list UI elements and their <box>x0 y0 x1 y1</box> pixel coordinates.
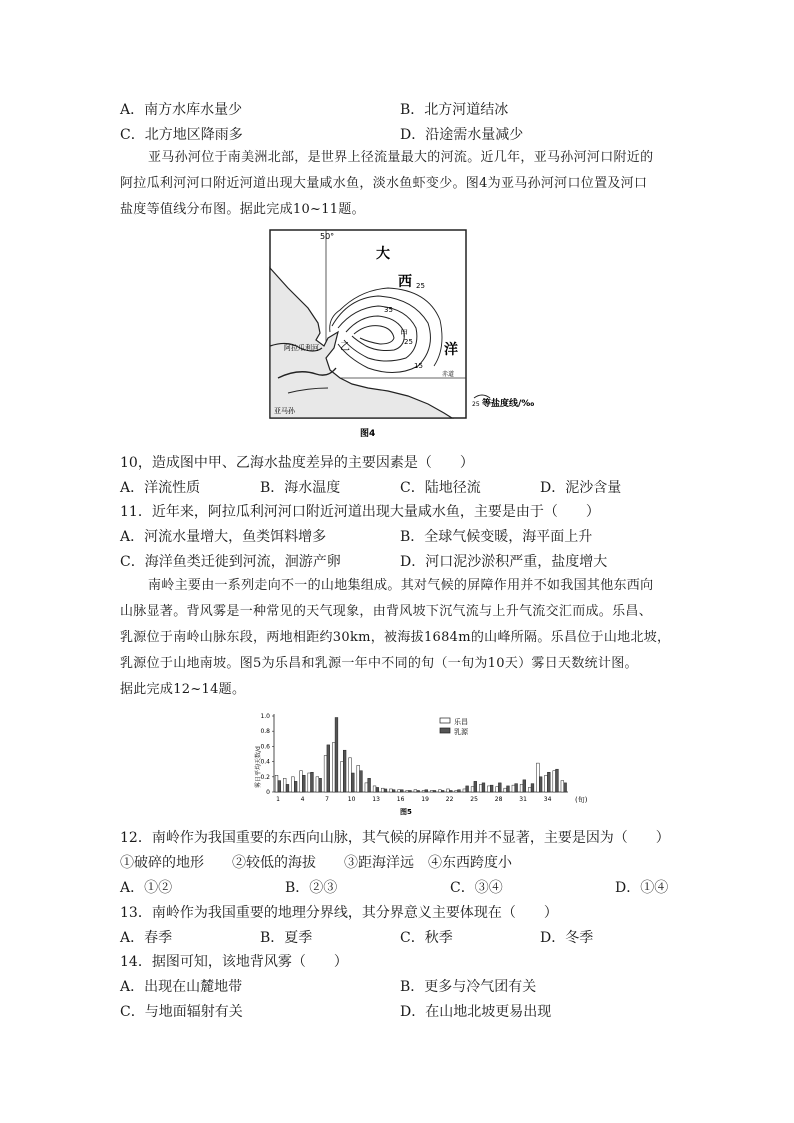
bar-lechang <box>283 778 286 792</box>
bar-lechang <box>389 789 392 792</box>
x-tick-label: 16 <box>396 796 405 803</box>
bar-ruyuan <box>498 783 501 792</box>
bar-ruyuan <box>539 777 542 792</box>
q11-stem: 11．近年来，阿拉瓜利河河口附近河道出现大量咸水鱼，主要是由于（ ） <box>120 504 600 520</box>
x-tick-label: 22 <box>445 796 454 803</box>
bar-lechang <box>398 790 401 792</box>
bar-ruyuan <box>376 787 379 792</box>
x-tick-label: 25 <box>470 796 478 803</box>
bar-ruyuan <box>392 790 395 792</box>
bar-ruyuan <box>335 718 338 792</box>
q12-statements: ①破碎的地形 ②较低的海拔 ③距海洋远 ④东西跨度小 <box>120 855 512 871</box>
q11-option-c: C．海洋鱼类迁徙到河流，洄游产卵 <box>120 554 341 570</box>
bar-ruyuan <box>368 778 371 792</box>
passage-line: 亚马孙河位于南美洲北部，是世界上径流量最大的河流。近几年，亚马孙河河口附近的 <box>148 150 654 165</box>
q14-option-c: C．与地面辐射有关 <box>120 1004 243 1020</box>
label-yi: 乙 <box>340 342 350 353</box>
q10-option-d: D．泥沙含量 <box>540 480 622 496</box>
bar-lechang <box>455 790 458 792</box>
bar-lechang <box>373 786 376 792</box>
passage-line: 山脉显著。背风雾是一种常见的天气现象，由背风坡下沉气流与上升气流交汇而成。乐昌、 <box>120 604 653 619</box>
bar-ruyuan <box>417 790 420 792</box>
bar-ruyuan <box>286 784 289 792</box>
bar-lechang <box>496 787 499 792</box>
bar-lechang <box>553 771 556 792</box>
bar-lechang <box>324 756 327 792</box>
figure-5-chart <box>250 708 602 818</box>
bar-ruyuan <box>441 790 444 792</box>
bar-lechang <box>447 789 450 792</box>
equator-label: 赤道 <box>442 371 455 378</box>
q12-option-d: D．①④ <box>615 880 669 896</box>
figure-4-map <box>268 228 535 444</box>
bar-lechang <box>365 783 368 792</box>
label-jia: 甲 <box>400 329 408 338</box>
passage-line: 乳源位于南岭山脉东段，两地相距约30km，被海拔1684m的山峰所隔。乐昌位于山地北坡， <box>120 630 671 645</box>
bar-lechang <box>528 787 531 792</box>
x-tick-label: 31 <box>519 796 527 803</box>
legend-swatch-lechang <box>440 718 450 723</box>
label-xi: 西 <box>398 274 412 290</box>
q14-option-d: D．在山地北坡更易出现 <box>400 1004 552 1020</box>
bar-ruyuan <box>564 783 567 792</box>
bar-ruyuan <box>482 783 485 792</box>
bar-lechang <box>308 773 311 792</box>
bar-ruyuan <box>302 775 305 792</box>
y-tick-label: 1.0 <box>260 713 270 720</box>
isoline-35: 35 <box>384 306 393 314</box>
x-tick-label: 1 <box>276 796 280 803</box>
q13-option-b: B．夏季 <box>260 930 313 946</box>
bar-ruyuan <box>547 772 550 792</box>
passage-line: 乳源位于山地南坡。图5为乐昌和乳源一年中不同的旬（一旬为10天）雾日天数统计图。 <box>120 656 638 671</box>
q9-option-c: C．北方地区降雨多 <box>120 127 243 143</box>
bar-lechang <box>414 790 417 792</box>
legend-ruyuan: 乳源 <box>454 728 468 736</box>
bar-ruyuan <box>384 789 387 792</box>
passage-line: 盐度等值线分布图。据此完成10~11题。 <box>120 202 365 217</box>
bar-lechang <box>545 775 548 792</box>
x-tick-label: 4 <box>300 796 305 803</box>
bar-ruyuan <box>319 778 322 792</box>
isoline-15: 15 <box>414 362 423 370</box>
label-yang: 洋 <box>444 342 458 358</box>
bar-ruyuan <box>466 786 469 792</box>
bar-lechang <box>430 790 433 792</box>
bar-ruyuan <box>409 790 412 792</box>
q9-option-b: B．北方河道结冰 <box>400 102 509 118</box>
bar-lechang <box>316 777 319 792</box>
bar-ruyuan <box>556 769 559 792</box>
bar-lechang <box>422 790 425 792</box>
x-tick-label: 10 <box>347 796 356 803</box>
q13-option-d: D．冬季 <box>540 930 594 946</box>
q14-stem: 14．据图可知，该地背风雾（ ） <box>120 954 348 970</box>
bar-lechang <box>349 758 352 792</box>
bar-lechang <box>340 762 343 792</box>
amazon-label: 亚马孙 <box>274 407 295 415</box>
isoline-25: 25 <box>404 338 413 346</box>
bar-lechang <box>463 789 466 792</box>
q11-option-a: A．河流水量增大，鱼类饵料增多 <box>120 529 327 545</box>
bar-lechang <box>332 743 335 792</box>
q10-stem: 10，造成图中甲、乙海水盐度差异的主要因素是（ ） <box>120 455 474 471</box>
bar-lechang <box>479 784 482 792</box>
q13-option-c: C．秋季 <box>400 930 453 946</box>
bar-ruyuan <box>458 790 461 792</box>
y-axis-label: 雾日平均天数/d <box>255 746 262 788</box>
passage-line: 据此完成12~14题。 <box>120 682 246 697</box>
bar-lechang <box>291 777 294 792</box>
q14-option-a: A．出现在山麓地带 <box>120 979 243 995</box>
x-tick-label: 13 <box>372 796 380 803</box>
longitude-label: 50° <box>320 232 335 241</box>
q12-stem: 12．南岭作为我国重要的东西向山脉，其气候的屏障作用并不显著，主要是因为（ ） <box>120 830 670 846</box>
bar-lechang <box>471 787 474 792</box>
bar-ruyuan <box>507 786 510 792</box>
x-tick-label: 19 <box>421 796 429 803</box>
q9-option-d: D．沿途需水量减少 <box>400 127 524 143</box>
legend-isoline-text: 等盐度线/‰ <box>482 399 535 409</box>
passage-line: 南岭主要由一系列走向不一的山地集组成。其对气候的屏障作用并不如我国其他东西向 <box>148 578 654 593</box>
y-tick-label: 0 <box>266 789 270 796</box>
river-label: 阿拉瓜利河 <box>284 344 319 352</box>
x-tick-label: 28 <box>494 796 503 803</box>
bar-ruyuan <box>449 790 452 792</box>
figure-4-caption: 图4 <box>360 429 376 439</box>
bar-lechang <box>487 786 490 792</box>
bar-ruyuan <box>490 785 493 792</box>
bar-ruyuan <box>474 781 477 792</box>
passage-line: 阿拉瓜利河河口附近河道出现大量咸水鱼，淡水鱼虾变少。图4为亚马孙河河口位置及河口 <box>120 176 648 191</box>
bar-lechang <box>275 775 278 792</box>
bar-lechang <box>381 788 384 792</box>
y-tick-label: 0.8 <box>260 728 270 736</box>
bar-ruyuan <box>515 784 518 792</box>
bar-lechang <box>536 763 539 792</box>
x-axis-unit: (旬) <box>575 796 588 804</box>
bar-ruyuan <box>351 773 354 792</box>
bar-ruyuan <box>311 772 314 792</box>
bar-ruyuan <box>327 745 330 792</box>
bar-ruyuan <box>400 790 403 792</box>
q12-option-c: C．③④ <box>450 880 503 896</box>
legend-value: 25 <box>472 401 480 408</box>
isoline-25b: 25 <box>416 282 425 290</box>
q10-option-c: C．陆地径流 <box>400 480 481 496</box>
label-da: 大 <box>376 246 390 262</box>
x-tick-label: 34 <box>543 796 552 803</box>
bar-lechang <box>512 785 515 792</box>
bar-lechang <box>504 788 507 792</box>
legend-swatch-ruyuan <box>440 728 450 733</box>
bar-lechang <box>406 790 409 792</box>
bar-lechang <box>357 765 360 792</box>
bar-ruyuan <box>360 771 363 792</box>
bar-lechang <box>520 784 523 792</box>
bar-ruyuan <box>531 784 534 792</box>
bar-ruyuan <box>523 780 526 792</box>
q13-option-a: A．春季 <box>120 930 173 946</box>
bar-lechang <box>561 781 564 792</box>
bar-ruyuan <box>343 750 346 792</box>
bar-ruyuan <box>294 781 297 792</box>
bar-ruyuan <box>433 790 436 792</box>
bar-ruyuan <box>278 781 281 792</box>
y-tick-label: 0.2 <box>260 773 270 781</box>
q14-option-b: B．更多与冷气团有关 <box>400 979 537 995</box>
bar-lechang <box>438 790 441 792</box>
bar-lechang <box>300 771 303 792</box>
bar-ruyuan <box>425 790 428 792</box>
q13-stem: 13．南岭作为我国重要的地理分界线，其分界意义主要体现在（ ） <box>120 905 558 921</box>
q10-option-a: A．洋流性质 <box>120 480 201 496</box>
q9-option-a: A．南方水库水量少 <box>120 102 243 118</box>
q12-option-a: A．①② <box>120 880 173 896</box>
legend-lechang: 乐昌 <box>454 718 468 726</box>
x-tick-label: 7 <box>325 796 329 803</box>
q11-option-b: B．全球气候变暖，海平面上升 <box>400 529 593 545</box>
q11-option-d: D．河口泥沙淤积严重，盐度增大 <box>400 554 608 570</box>
q12-option-b: B．②③ <box>285 880 338 896</box>
y-tick-label: 0.6 <box>260 743 270 751</box>
figure-5-caption: 图5 <box>400 808 412 816</box>
q10-option-b: B．海水温度 <box>260 480 341 496</box>
y-tick-label: 0.4 <box>260 758 270 766</box>
